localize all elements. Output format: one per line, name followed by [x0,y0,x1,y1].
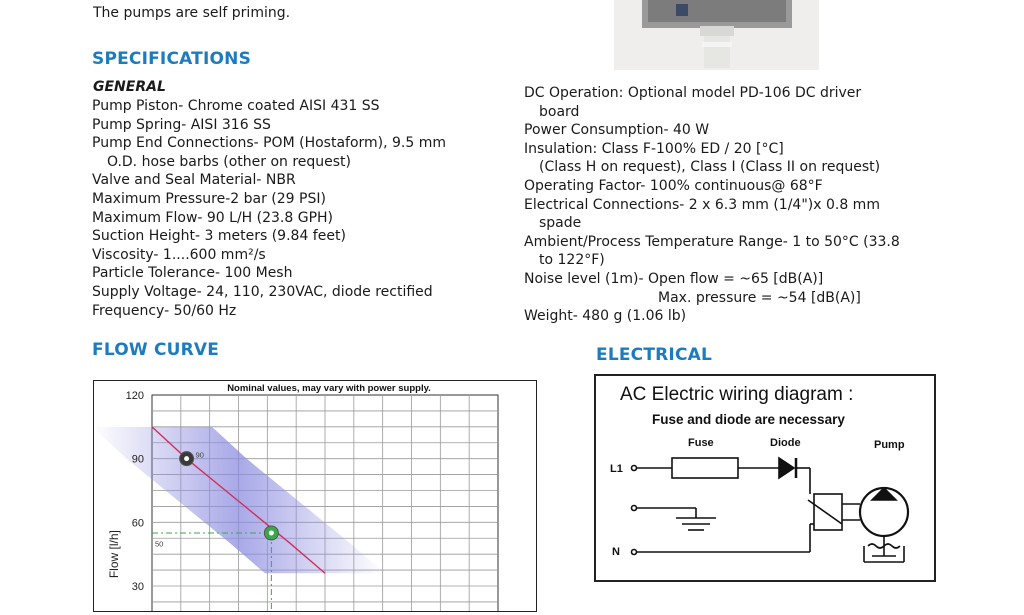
n-terminal [632,550,637,555]
spec-line: Maximum Pressure-2 bar (29 PSI) [92,190,326,207]
y-tick-label: 30 [131,581,144,593]
wiring-diagram [594,374,936,582]
spec-line: Frequency- 50/60 Hz [92,302,237,319]
flow-curve-heading: FLOW CURVE [92,340,220,360]
data-point-center [269,530,274,535]
y-tick-label: 90 [131,453,144,466]
spec-line: spade [539,215,582,232]
l1-terminal [632,466,637,471]
diode-label: Diode [770,437,801,449]
flow-curve-chart [93,380,537,612]
spec-line: Viscosity- 1....600 mm²/s [92,246,266,263]
spec-line: O.D. hose barbs (other on request) [107,153,352,170]
spec-line: to 122°F) [539,252,605,269]
annotation-label: 50 [155,539,164,549]
flow-curve-svg [94,381,536,611]
pump-label: Pump [874,439,905,451]
spec-line: (Class H on request), Class I (Class II on request) [539,159,881,176]
y-tick-label: 120 [125,390,144,402]
spec-line: Insulation: Class F-100% ED / 20 [°C] [524,140,784,157]
specifications-heading: SPECIFICATIONS [92,49,252,69]
flow-band [94,427,385,573]
intro-text: The pumps are self priming. [93,5,291,21]
spec-list-right [524,84,900,326]
spec-line: Weight- 480 g (1.06 lb) [524,308,687,325]
electrical-heading: ELECTRICAL [596,345,713,365]
annotation-label: 90 [195,450,204,460]
l1-label: L1 [610,463,623,475]
general-subheading: GENERAL [93,79,166,95]
y-tick-label: 60 [131,517,144,530]
spec-line: Suction Height- 3 meters (9.84 feet) [92,228,346,245]
spec-list-left [92,97,446,320]
wiring-note: Fuse and diode are necessary [652,412,845,427]
spec-line: Pump Piston- Chrome coated AISI 431 SS [92,98,380,114]
diode-symbol [779,458,794,478]
spec-line: Operating Factor- 100% continuous@ 68°F [524,177,823,194]
spec-line: Supply Voltage- 24, 110, 230VAC, diode rectified [92,283,433,300]
relay-symbol [814,494,842,530]
spec-line: Pump Spring- AISI 316 SS [92,116,271,133]
spec-line: Max. pressure = ~54 [dB(A)] [658,289,861,306]
spec-line: Maximum Flow- 90 L/H (23.8 GPH) [92,209,334,226]
data-point-center [184,456,189,461]
wiring-lines [632,458,909,562]
y-axis-label: Flow [l/h] [107,530,121,579]
pump-photo [614,0,819,70]
spec-line: DC Operation: Optional model PD-106 DC driver [524,85,862,101]
fuse-symbol [672,458,738,478]
spec-line: Ambient/Process Temperature Range- 1 to 50°C (33.8 [524,233,900,250]
n-label: N [612,546,620,558]
wiring-title: AC Electric wiring diagram : [620,384,854,405]
chart-title: Nominal values, may vary with power supply. [227,383,431,394]
spec-line: board [539,103,580,120]
spec-line: Valve and Seal Material- NBR [92,172,296,189]
spec-line: Noise level (1m)- Open flow = ~65 [dB(A)] [524,270,824,287]
spec-line: Power Consumption- 40 W [524,122,710,139]
spec-line: Particle Tolerance- 100 Mesh [92,265,293,282]
fuse-label: Fuse [688,437,714,449]
spec-line: Electrical Connections- 2 x 6.3 mm (1/4")x 0.8 mm [524,196,880,213]
spec-line: Pump End Connections- POM (Hostaform), 9.5 mm [92,135,447,152]
